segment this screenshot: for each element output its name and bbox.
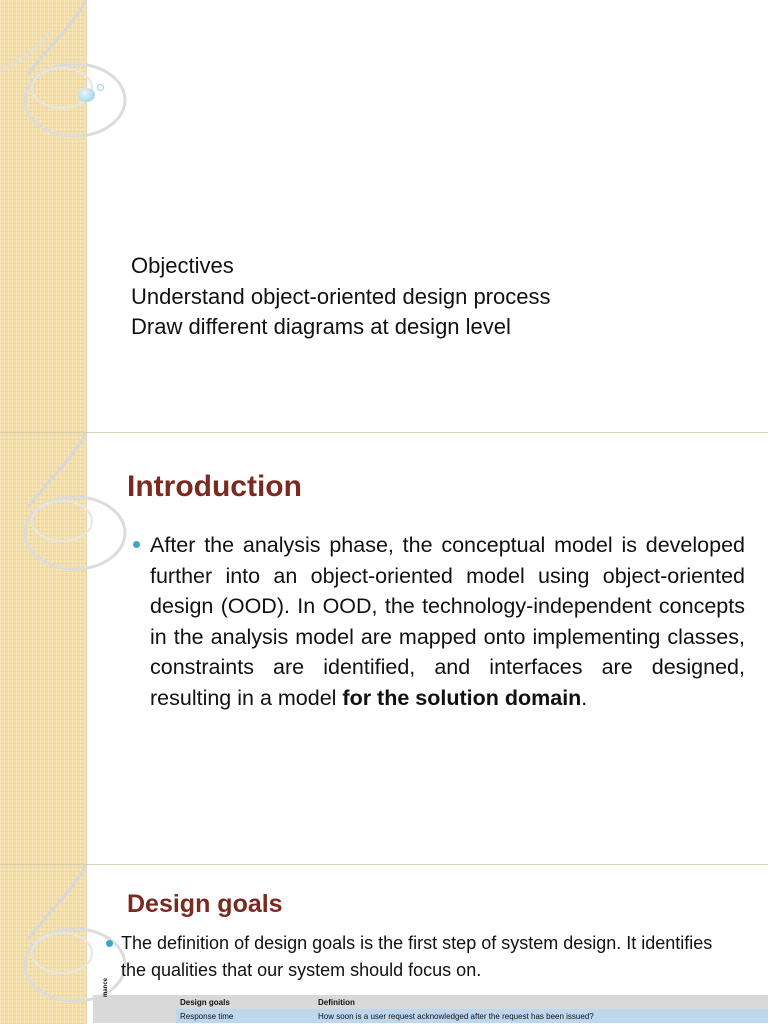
small-bubble-icon bbox=[97, 84, 104, 91]
swirl-ornament-icon bbox=[0, 433, 130, 583]
intro-end: . bbox=[581, 685, 588, 710]
introduction-title: Introduction bbox=[127, 470, 302, 503]
line-understand: Understand object-oriented design process bbox=[131, 283, 551, 309]
design-goals-paragraph: The definition of design goals is the first step of system design. It identifies the qualities that our system should focus on. bbox=[121, 933, 713, 980]
intro-text: After the analysis phase, the conceptual model is developed further into an object-oriented model using object-oriented design (OOD). In OOD, the technology-independent concepts in the analysis model are mapped onto implementing classes, constraints are identified, and interfaces are designed, resulting in a model bbox=[150, 533, 745, 710]
objectives-text bbox=[131, 251, 550, 343]
design-goals-title: Design goals bbox=[127, 890, 283, 918]
bullet-icon bbox=[106, 940, 113, 947]
table-header: Definition bbox=[314, 995, 768, 1009]
intro-bold: for the solution domain bbox=[342, 685, 582, 710]
introduction-paragraph bbox=[150, 530, 745, 713]
table-cell: How soon is a user request acknowledged after the request has been issued? bbox=[314, 1009, 768, 1023]
line-objectives: Objectives bbox=[131, 253, 234, 278]
design-goals-table bbox=[93, 977, 768, 1023]
table-header: Design goals bbox=[176, 995, 314, 1009]
table-row bbox=[93, 1009, 768, 1023]
swirl-ornament-icon bbox=[0, 0, 130, 150]
bullet-icon bbox=[133, 541, 140, 548]
table-side-cell bbox=[93, 977, 176, 1023]
bubble-icon bbox=[78, 88, 95, 102]
table-cell: Response time bbox=[176, 1009, 314, 1023]
slide-objectives bbox=[0, 0, 768, 432]
line-draw: Draw different diagrams at design level bbox=[131, 314, 511, 339]
table-side-label: mance bbox=[103, 977, 109, 997]
